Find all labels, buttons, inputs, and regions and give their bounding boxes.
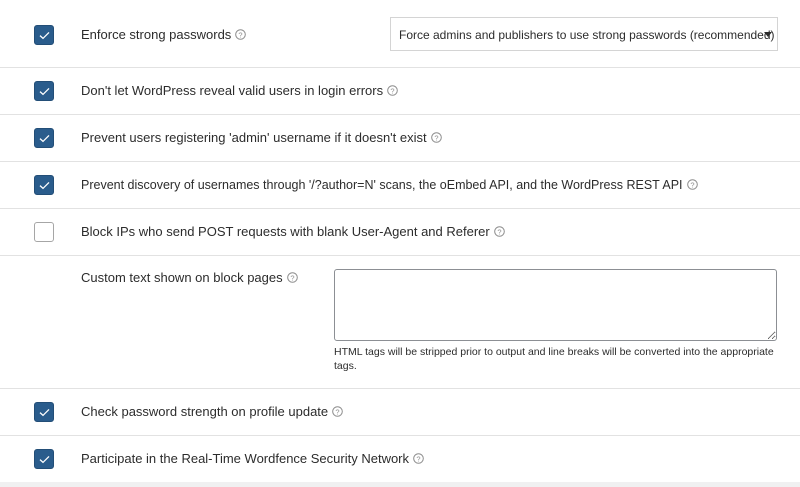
strong-passwords-select[interactable] bbox=[390, 17, 778, 51]
help-circle-icon[interactable] bbox=[687, 179, 698, 190]
setting-row-security-network bbox=[0, 436, 800, 482]
setting-row-strong-passwords bbox=[0, 0, 800, 68]
setting-row-prevent-admin-username bbox=[0, 115, 800, 162]
setting-row-block-blank-ua bbox=[0, 209, 800, 256]
checkmark-icon bbox=[39, 134, 50, 143]
prevent-admin-username-label bbox=[81, 130, 442, 146]
prevent-admin-username-checkbox[interactable] bbox=[34, 128, 54, 148]
prevent-author-scans-label-text: Prevent discovery of usernames through '/?author=N' scans, the oEmbed API, and the WordPress REST API bbox=[81, 178, 683, 192]
svg-text:?: ? bbox=[416, 454, 421, 464]
help-circle-icon[interactable] bbox=[413, 453, 424, 464]
setting-row-check-password-strength bbox=[0, 389, 800, 436]
help-circle-icon[interactable] bbox=[387, 85, 398, 96]
checkmark-icon bbox=[39, 408, 50, 417]
strong-passwords-label bbox=[81, 27, 246, 43]
custom-block-text-hint: HTML tags will be stripped prior to output and line breaks will be converted into the appropriate tags. bbox=[334, 346, 774, 372]
custom-block-text-input[interactable] bbox=[334, 269, 777, 341]
custom-block-text-label-text: Custom text shown on block pages bbox=[81, 270, 283, 285]
help-circle-icon[interactable] bbox=[287, 272, 298, 283]
custom-block-text-label bbox=[81, 270, 298, 286]
check-password-strength-label bbox=[81, 404, 343, 420]
help-circle-icon[interactable] bbox=[494, 226, 505, 237]
prevent-author-scans-label bbox=[81, 177, 698, 193]
check-password-strength-checkbox[interactable] bbox=[34, 402, 54, 422]
strong-passwords-label-text: Enforce strong passwords bbox=[81, 27, 232, 42]
checkmark-icon bbox=[39, 455, 50, 464]
prevent-admin-username-label-text: Prevent users registering 'admin' username if it doesn't exist bbox=[81, 130, 427, 145]
checkmark-icon bbox=[39, 181, 50, 190]
hide-valid-users-checkbox[interactable] bbox=[34, 81, 54, 101]
svg-text:?: ? bbox=[335, 407, 340, 417]
setting-row-hide-valid-users bbox=[0, 68, 800, 115]
setting-row-prevent-author-scans bbox=[0, 162, 800, 209]
security-network-label bbox=[81, 451, 424, 467]
help-circle-icon[interactable] bbox=[332, 406, 343, 417]
svg-text:?: ? bbox=[497, 227, 502, 237]
security-network-label-text: Participate in the Real-Time Wordfence Security Network bbox=[81, 451, 410, 466]
svg-text:?: ? bbox=[238, 30, 243, 40]
page-bottom-strip bbox=[0, 482, 800, 487]
prevent-author-scans-checkbox[interactable] bbox=[34, 175, 54, 195]
help-circle-icon[interactable] bbox=[235, 29, 246, 40]
block-blank-ua-checkbox[interactable] bbox=[34, 222, 54, 242]
caret-down-icon bbox=[764, 32, 772, 37]
svg-text:?: ? bbox=[390, 86, 395, 96]
check-password-strength-label-text: Check password strength on profile update bbox=[81, 404, 329, 419]
checkmark-icon bbox=[39, 87, 50, 96]
svg-text:?: ? bbox=[290, 273, 295, 283]
security-network-checkbox[interactable] bbox=[34, 449, 54, 469]
strong-passwords-checkbox[interactable] bbox=[34, 25, 54, 45]
strong-passwords-select-value: Force admins and publishers to use strong passwords (recommended) bbox=[399, 28, 775, 42]
block-blank-ua-label-text: Block IPs who send POST requests with blank User-Agent and Referer bbox=[81, 224, 490, 239]
help-circle-icon[interactable] bbox=[431, 132, 442, 143]
block-blank-ua-label bbox=[81, 224, 505, 240]
svg-text:?: ? bbox=[434, 133, 439, 143]
hide-valid-users-label-text: Don't let WordPress reveal valid users in login errors bbox=[81, 83, 384, 98]
svg-text:?: ? bbox=[689, 180, 695, 190]
checkmark-icon bbox=[39, 31, 50, 40]
hide-valid-users-label bbox=[81, 83, 398, 99]
